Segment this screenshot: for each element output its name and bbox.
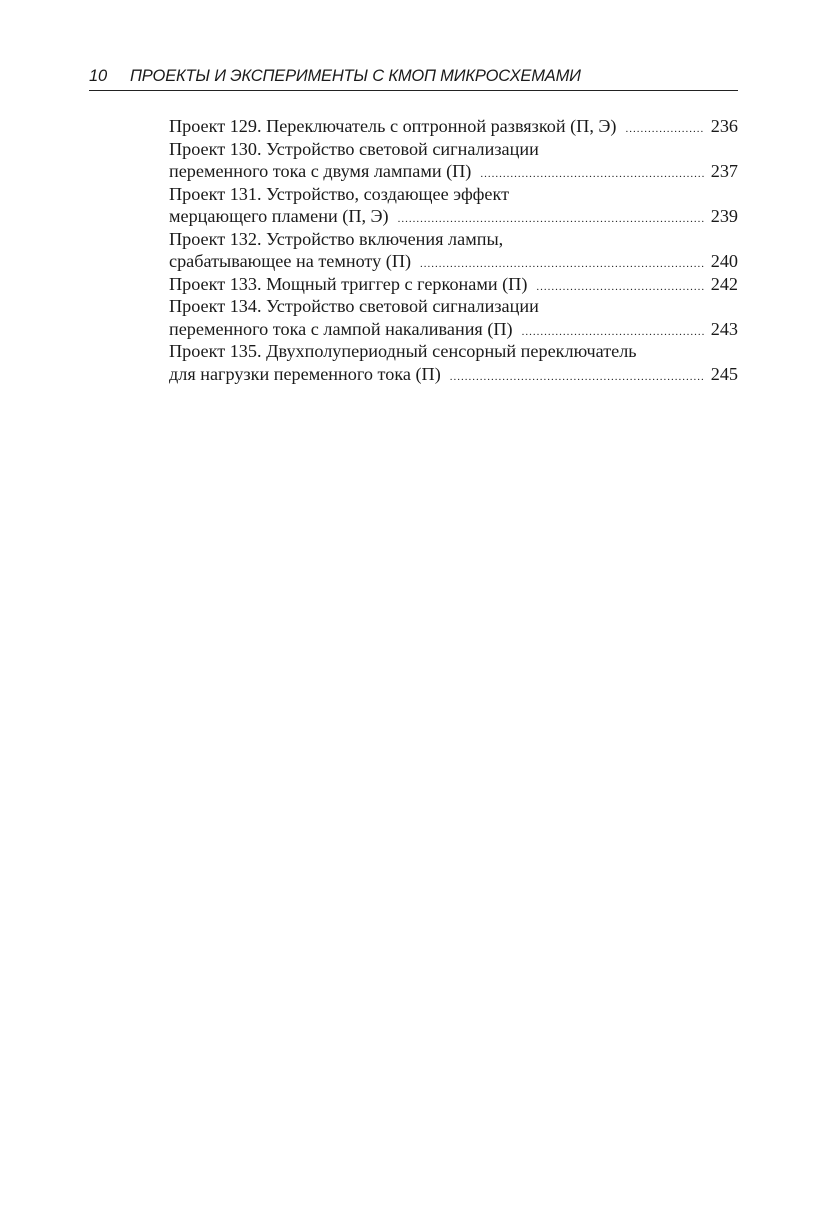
toc-entry-title: Проект 129. Переключатель с оптронной развязкой (П, Э) xyxy=(169,116,617,136)
toc-entry-title: Проект 131. Устройство, создающее эффект xyxy=(169,183,510,204)
toc-entry-title-continued: срабатывающее на темноту (П) xyxy=(169,251,412,271)
toc-page-number: 237 xyxy=(710,161,738,181)
dot-leader xyxy=(625,124,704,134)
page-number: 10 xyxy=(89,67,107,85)
toc-entry-title: Проект 132. Устройство включения лампы, xyxy=(169,228,504,249)
toc-entry[interactable] xyxy=(169,295,738,340)
dot-leader xyxy=(450,372,705,382)
toc-entry[interactable] xyxy=(169,340,738,385)
running-title: ПРОЕКТЫ И ЭКСПЕРИМЕНТЫ С КМОП МИКРОСХЕМАМИ xyxy=(130,67,581,85)
dot-leader xyxy=(522,327,705,337)
dot-leader xyxy=(420,259,705,269)
toc-page-number: 242 xyxy=(710,273,738,294)
dot-leader xyxy=(398,214,705,224)
dot-leader xyxy=(536,282,704,292)
running-header xyxy=(89,64,738,91)
toc-entry-title: Проект 135. Двухполупериодный сенсорный переключатель xyxy=(169,341,637,361)
toc-entry[interactable] xyxy=(169,138,738,183)
toc-entry-title: Проект 133. Мощный триггер с герконами (П) xyxy=(169,273,528,294)
toc-entry[interactable] xyxy=(169,228,738,273)
toc-entry-title: Проект 130. Устройство световой сигнализации xyxy=(169,138,539,159)
toc-entry[interactable] xyxy=(169,115,738,138)
toc-page-number: 239 xyxy=(710,206,738,226)
toc-entry-title-continued: для нагрузки переменного тока (П) xyxy=(169,363,441,384)
toc-entry-title-continued: переменного тока с двумя лампами (П) xyxy=(169,161,472,181)
toc-entry-title-continued: мерцающего пламени (П, Э) xyxy=(169,206,389,226)
dot-leader xyxy=(480,169,704,179)
toc-page-number: 245 xyxy=(710,363,738,384)
toc-entry-title: Проект 134. Устройство световой сигнализации xyxy=(169,296,539,316)
toc-entry[interactable] xyxy=(169,273,738,296)
toc-entry-title-continued: переменного тока с лампой накаливания (П) xyxy=(169,318,513,339)
toc-page-number: 236 xyxy=(710,116,738,136)
toc-page-number: 243 xyxy=(710,318,738,339)
toc-entry[interactable] xyxy=(169,183,738,228)
toc-page-number: 240 xyxy=(710,251,738,271)
table-of-contents xyxy=(169,115,738,385)
